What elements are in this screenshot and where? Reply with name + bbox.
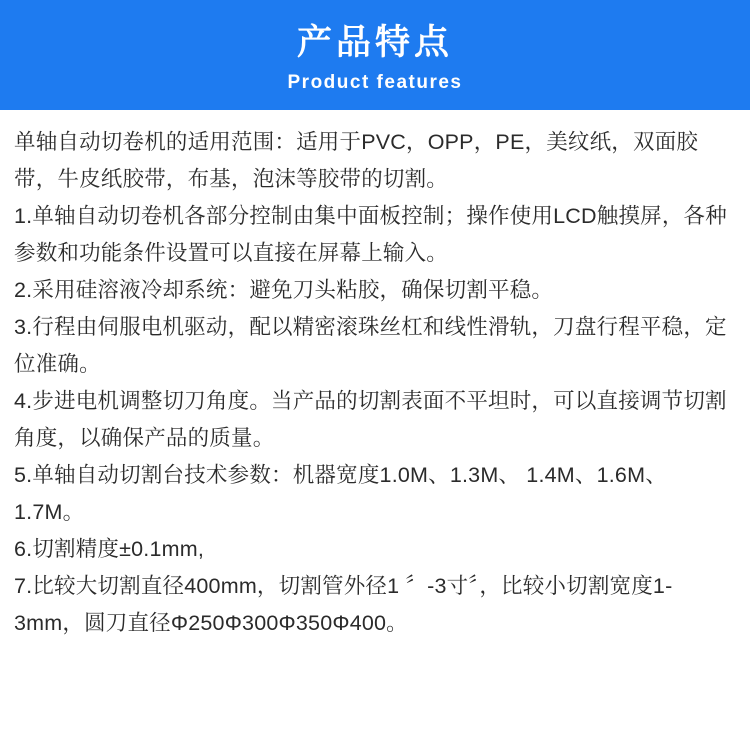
- feature-paragraph: 单轴自动切卷机的适用范围：适用于PVC，OPP，PE，美纹纸，双面胶带，牛皮纸胶带，布基，泡沫等胶带的切割。: [14, 130, 699, 191]
- page-header: [0, 0, 750, 110]
- feature-paragraph: 3.行程由伺服电机驱动，配以精密滚珠丝杠和线性滑轨，刀盘行程平稳，定位准确。: [14, 315, 727, 376]
- page-title: 产品特点: [296, 23, 453, 62]
- feature-paragraph: 6.切割精度±0.1mm,: [14, 537, 205, 561]
- features-content: [0, 110, 750, 733]
- feature-paragraph: 1.单轴自动切卷机各部分控制由集中面板控制；操作使用LCD触摸屏，各种参数和功能条件设置可以直接在屏幕上输入。: [14, 204, 727, 265]
- feature-paragraph: 5.单轴自动切割台技术参数：机器宽度1.0M、1.3M、 1.4M、1.6M、1.7M。: [14, 463, 667, 524]
- feature-paragraph: 2.采用硅溶液冷却系统：避免刀头粘胶，确保切割平稳。: [14, 278, 554, 302]
- page-subtitle: Product features: [287, 72, 463, 93]
- feature-paragraph: 7.比较大切割直径400mm，切割管外径1 〞-3寸〞，比较小切割宽度1-3mm，圆刀直径Φ250Φ300Φ350Φ400。: [14, 574, 673, 635]
- feature-paragraph: 4.步进电机调整切刀角度。当产品的切割表面不平坦时，可以直接调节切割角度，以确保产品的质量。: [14, 389, 727, 450]
